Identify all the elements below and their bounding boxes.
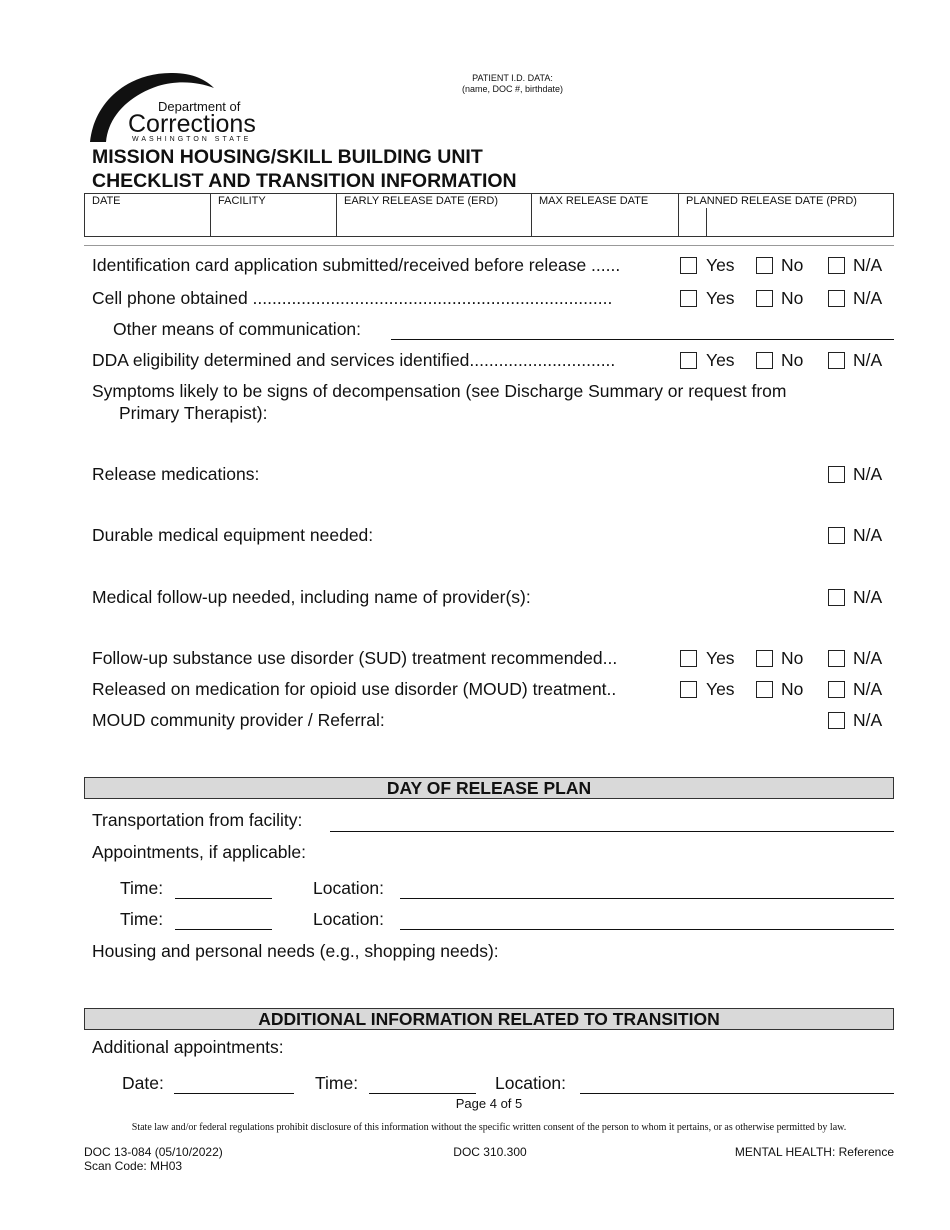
release-meds-na-checkbox[interactable]: [828, 466, 845, 483]
facility-field-label: FACILITY: [218, 195, 266, 207]
sud-item: Follow-up substance use disorder (SUD) treatment recommended...: [92, 648, 618, 668]
transportation-input[interactable]: [330, 831, 894, 832]
cell-phone-item: Cell phone obtained ..........................................................................: [92, 288, 613, 308]
cell-phone-na-checkbox[interactable]: [828, 290, 845, 307]
na-label: N/A: [853, 525, 883, 545]
na-label: N/A: [853, 587, 883, 607]
symptoms-label-cont: Primary Therapist):: [119, 403, 268, 423]
logo-line3: WASHINGTON STATE: [132, 136, 252, 143]
title-line1: MISSION HOUSING/SKILL BUILDING UNIT: [92, 146, 483, 168]
divider: [84, 245, 894, 246]
prd-divider: [706, 208, 707, 237]
prd-field[interactable]: [679, 194, 893, 236]
additional-appointments-label: Additional appointments:: [92, 1037, 284, 1057]
moud-yes-checkbox[interactable]: [680, 681, 697, 698]
transportation-label: Transportation from facility:: [92, 810, 303, 830]
date-label: Date:: [122, 1073, 164, 1093]
no-label: No: [781, 350, 804, 370]
form-number: DOC 13-084 (05/10/2022): [84, 1145, 223, 1159]
release-plan-heading: DAY OF RELEASE PLAN: [84, 777, 894, 799]
patient-id-line1: PATIENT I.D. DATA:: [472, 73, 553, 83]
dda-na-checkbox[interactable]: [828, 352, 845, 369]
policy-number: DOC 310.300: [453, 1145, 527, 1159]
moud-provider-na-checkbox[interactable]: [828, 712, 845, 729]
logo-line1: Department of: [158, 99, 241, 114]
additional-info-heading: ADDITIONAL INFORMATION RELATED TO TRANSITION: [84, 1008, 894, 1030]
yes-label: Yes: [706, 648, 735, 668]
na-label: N/A: [853, 710, 883, 730]
na-label: N/A: [853, 464, 883, 484]
page-number: Page 4 of 5: [455, 1096, 523, 1111]
scan-code: Scan Code: MH03: [84, 1159, 183, 1173]
id-card-na-checkbox[interactable]: [828, 257, 845, 274]
doc-logo: [88, 72, 288, 144]
na-label: N/A: [853, 288, 883, 308]
additional-time-input[interactable]: [369, 1093, 476, 1094]
other-comm-label: Other means of communication:: [113, 319, 362, 339]
max-release-date-label: MAX RELEASE DATE: [539, 195, 649, 207]
time-label: Time:: [120, 909, 164, 929]
housing-label: Housing and personal needs (e.g., shopping needs):: [92, 941, 499, 961]
moud-na-checkbox[interactable]: [828, 681, 845, 698]
moud-provider-label: MOUD community provider / Referral:: [92, 710, 385, 730]
prd-field-label: PLANNED RELEASE DATE (PRD): [686, 195, 857, 207]
cell-phone-no-checkbox[interactable]: [756, 290, 773, 307]
symptoms-label: Symptoms likely to be signs of decompensation (see Discharge Summary or request from: [92, 381, 787, 401]
moud-item: Released on medication for opioid use disorder (MOUD) treatment..: [92, 679, 617, 699]
appointment-2-time-input[interactable]: [175, 929, 272, 930]
erd-field[interactable]: [337, 194, 532, 236]
id-card-no-checkbox[interactable]: [756, 257, 773, 274]
dda-no-checkbox[interactable]: [756, 352, 773, 369]
sud-no-checkbox[interactable]: [756, 650, 773, 667]
dda-yes-checkbox[interactable]: [680, 352, 697, 369]
appointment-1-time-input[interactable]: [175, 898, 272, 899]
date-field[interactable]: [85, 194, 211, 236]
na-label: N/A: [853, 350, 883, 370]
yes-label: Yes: [706, 350, 735, 370]
id-card-yes-checkbox[interactable]: [680, 257, 697, 274]
yes-label: Yes: [706, 255, 735, 275]
max-release-date-field[interactable]: [532, 194, 679, 236]
sud-yes-checkbox[interactable]: [680, 650, 697, 667]
time-label: Time:: [315, 1073, 359, 1093]
additional-location-input[interactable]: [580, 1093, 894, 1094]
id-card-item: Identification card application submitted/received before release ......: [92, 255, 621, 275]
cell-phone-yes-checkbox[interactable]: [680, 290, 697, 307]
additional-date-input[interactable]: [174, 1093, 294, 1094]
appointment-2-location-input[interactable]: [400, 929, 894, 930]
erd-field-label: EARLY RELEASE DATE (ERD): [344, 195, 499, 207]
facility-field[interactable]: [211, 194, 337, 236]
page-title: [92, 145, 517, 193]
no-label: No: [781, 679, 804, 699]
time-label: Time:: [120, 878, 164, 898]
yes-label: Yes: [706, 679, 735, 699]
no-label: No: [781, 255, 804, 275]
appointments-label: Appointments, if applicable:: [92, 842, 307, 862]
date-field-label: DATE: [92, 195, 121, 207]
legal-notice: State law and/or federal regulations prohibit disclosure of this information without the specific written consent of the person to whom it pertains, or as otherwise permitted by law.: [131, 1122, 847, 1133]
dme-na-checkbox[interactable]: [828, 527, 845, 544]
medical-followup-label: Medical follow-up needed, including name of provider(s):: [92, 587, 531, 607]
medical-followup-na-checkbox[interactable]: [828, 589, 845, 606]
yes-label: Yes: [706, 288, 735, 308]
release-meds-label: Release medications:: [92, 464, 260, 484]
na-label: N/A: [853, 679, 883, 699]
na-label: N/A: [853, 255, 883, 275]
location-label: Location:: [313, 909, 385, 929]
title-line2: CHECKLIST AND TRANSITION INFORMATION: [92, 170, 517, 192]
no-label: No: [781, 288, 804, 308]
dda-item: DDA eligibility determined and services identified..............................: [92, 350, 616, 370]
form-category: MENTAL HEALTH: Reference: [734, 1145, 894, 1159]
dme-label: Durable medical equipment needed:: [92, 525, 374, 545]
moud-no-checkbox[interactable]: [756, 681, 773, 698]
location-label: Location:: [495, 1073, 567, 1093]
location-label: Location:: [313, 878, 385, 898]
release-dates-table: [84, 193, 894, 237]
sud-na-checkbox[interactable]: [828, 650, 845, 667]
no-label: No: [781, 648, 804, 668]
na-label: N/A: [853, 648, 883, 668]
patient-id-label: [440, 73, 585, 95]
appointment-1-location-input[interactable]: [400, 898, 894, 899]
logo-line2: Corrections: [128, 110, 256, 138]
patient-id-line2: (name, DOC #, birthdate): [461, 84, 564, 94]
other-comm-input[interactable]: [391, 339, 894, 340]
